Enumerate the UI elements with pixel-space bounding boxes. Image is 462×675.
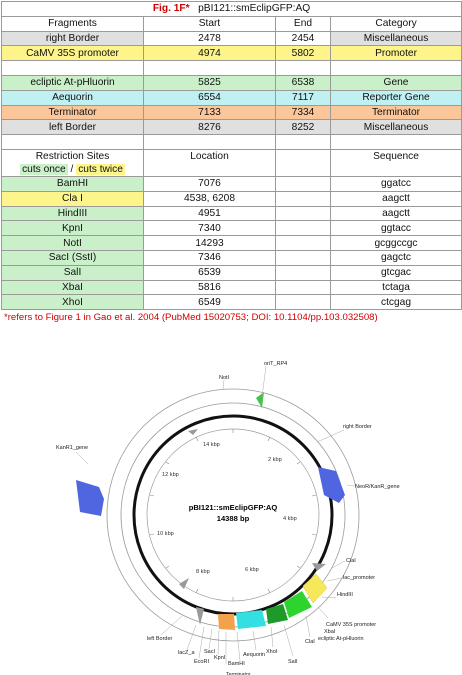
table-row bbox=[2, 221, 462, 236]
site-name: BamHI bbox=[2, 176, 144, 191]
table-row bbox=[2, 280, 462, 295]
fragment-end: 8252 bbox=[276, 120, 331, 135]
figure-label: Fig. 1F* bbox=[152, 3, 190, 15]
table-row bbox=[2, 236, 462, 251]
site-location: 7340 bbox=[144, 221, 276, 236]
table-row bbox=[2, 31, 462, 46]
data-sheet bbox=[1, 1, 461, 323]
site-location: 5816 bbox=[144, 280, 276, 295]
fragment-start: 8276 bbox=[144, 120, 276, 135]
site-name: HindIII bbox=[2, 206, 144, 221]
col-location-header: Location bbox=[144, 149, 276, 176]
map-name: pBI121::smEclipGFP:AQ bbox=[188, 503, 278, 512]
site-location: 7346 bbox=[144, 250, 276, 265]
table-row bbox=[2, 120, 462, 135]
fragment-start: 5825 bbox=[144, 75, 276, 90]
label-xhoi: XhoI bbox=[266, 649, 278, 655]
restriction-sites-header bbox=[2, 149, 144, 176]
spacer-row bbox=[2, 135, 462, 150]
label-terminator: Terminator bbox=[226, 672, 251, 675]
site-location: 6539 bbox=[144, 265, 276, 280]
legend-cuts-twice: cuts twice bbox=[78, 163, 123, 175]
fragment-category: Promoter bbox=[331, 46, 462, 61]
restriction-sites-title: Restriction Sites bbox=[35, 150, 110, 162]
table-row bbox=[2, 191, 462, 206]
fragments-table bbox=[1, 1, 462, 310]
site-location: 4951 bbox=[144, 206, 276, 221]
legend-slash: / bbox=[70, 163, 74, 175]
fragment-category: Terminator bbox=[331, 105, 462, 120]
legend-cuts-once: cuts once bbox=[22, 163, 66, 175]
table-row bbox=[2, 265, 462, 280]
map-size: 14388 bp bbox=[216, 514, 250, 523]
table-row bbox=[2, 46, 462, 61]
site-sequence: aagctt bbox=[331, 206, 462, 221]
site-name: SacI (SstI) bbox=[2, 250, 144, 265]
tick-label: 4 kbp bbox=[283, 516, 297, 522]
neo-feature bbox=[318, 467, 345, 503]
left-border-marker bbox=[196, 607, 204, 625]
label-clai-top: ClaI bbox=[346, 558, 356, 564]
table-title bbox=[2, 2, 462, 17]
fragment-category: Reporter Gene bbox=[331, 90, 462, 105]
fragment-name: ecliptic At-pHluorin bbox=[2, 75, 144, 90]
label-lacz: lacZ_a bbox=[178, 650, 195, 656]
fragment-start: 2478 bbox=[144, 31, 276, 46]
fragment-category: Gene bbox=[331, 75, 462, 90]
label-right-border: right Border bbox=[343, 424, 372, 430]
label-orit: oriT_RP4 bbox=[264, 361, 288, 367]
label-eclip: ecliptic At-pHluorin bbox=[318, 636, 364, 642]
site-name: KpnI bbox=[2, 221, 144, 236]
label-lac-promoter: lac_promoter bbox=[343, 575, 376, 581]
col-end-header: End bbox=[276, 16, 331, 31]
label-bamhi: BamHI bbox=[228, 661, 245, 667]
label-sali: SalI bbox=[288, 659, 298, 665]
kanr-feature bbox=[76, 480, 104, 516]
label-aequorin: Aequorin bbox=[243, 652, 266, 658]
fragment-start: 7133 bbox=[144, 105, 276, 120]
site-location: 14293 bbox=[144, 236, 276, 251]
fragment-name: left Border bbox=[2, 120, 144, 135]
fragment-end: 6538 bbox=[276, 75, 331, 90]
tick-label: 14 kbp bbox=[203, 442, 220, 448]
fragment-name: CaMV 35S promoter bbox=[2, 46, 144, 61]
site-sequence: aagctt bbox=[331, 191, 462, 206]
label-noti: NotI bbox=[219, 375, 230, 381]
site-location: 7076 bbox=[144, 176, 276, 191]
terminator-feature bbox=[218, 614, 235, 630]
label-left-border: left Border bbox=[147, 636, 173, 642]
fragment-name: Aequorin bbox=[2, 90, 144, 105]
site-sequence: gcggccgc bbox=[331, 236, 462, 251]
site-sequence: ctcgag bbox=[331, 295, 462, 310]
eclip-feature bbox=[284, 591, 312, 618]
site-sequence: ggatcc bbox=[331, 176, 462, 191]
col-sequence-header: Sequence bbox=[331, 149, 462, 176]
fragment-name: Terminator bbox=[2, 105, 144, 120]
label-clai-bottom: ClaI bbox=[305, 639, 315, 645]
noti-marker bbox=[188, 429, 198, 435]
label-neo: NeoR/KanR_gene bbox=[355, 484, 400, 490]
table-row bbox=[2, 295, 462, 310]
restriction-header-row bbox=[2, 149, 462, 176]
label-kpni: KpnI bbox=[214, 655, 226, 661]
table-row bbox=[2, 206, 462, 221]
site-sequence: gtcgac bbox=[331, 265, 462, 280]
leader-lines bbox=[76, 366, 354, 664]
site-name: NotI bbox=[2, 236, 144, 251]
fragment-end: 2454 bbox=[276, 31, 331, 46]
lacz-marker bbox=[179, 578, 189, 589]
label-ecori: EcoRI bbox=[194, 659, 209, 665]
tick-label: 12 kbp bbox=[162, 472, 179, 478]
fragment-name: right Border bbox=[2, 31, 144, 46]
col-start-header: Start bbox=[144, 16, 276, 31]
reference-note: *refers to Figure 1 in Gao et al. 2004 (PubMed 15020753; DOI: 10.1104/pp.103.032508) bbox=[4, 312, 378, 324]
table-row bbox=[2, 105, 462, 120]
cuts-legend bbox=[4, 163, 141, 176]
fragment-category: Miscellaneous bbox=[331, 120, 462, 135]
tick-label: 10 kbp bbox=[157, 531, 174, 537]
site-name: XbaI bbox=[2, 280, 144, 295]
col-category-header: Category bbox=[331, 16, 462, 31]
tick-label: 8 kbp bbox=[196, 569, 210, 575]
label-hindiii: HindIII bbox=[337, 592, 353, 598]
table-row bbox=[2, 176, 462, 191]
site-sequence: ggtacc bbox=[331, 221, 462, 236]
label-xbai: XbaI bbox=[324, 629, 336, 635]
col-fragments-header: Fragments bbox=[2, 16, 144, 31]
label-saci: SacI bbox=[204, 649, 216, 655]
table-row bbox=[2, 75, 462, 90]
tick-label: 2 kbp bbox=[268, 457, 282, 463]
site-location: 4538, 6208 bbox=[144, 191, 276, 206]
plasmid-map bbox=[0, 345, 462, 675]
site-name: Cla I bbox=[2, 191, 144, 206]
site-name: SalI bbox=[2, 265, 144, 280]
table-row bbox=[2, 90, 462, 105]
label-kanr: KanR1_gene bbox=[56, 445, 89, 451]
fragment-end: 7334 bbox=[276, 105, 331, 120]
header-row bbox=[2, 16, 462, 31]
spacer-row bbox=[2, 61, 462, 76]
label-camv: CaMV 35S promoter bbox=[326, 622, 377, 628]
fragment-category: Miscellaneous bbox=[331, 31, 462, 46]
site-sequence: tctaga bbox=[331, 280, 462, 295]
fragment-start: 6554 bbox=[144, 90, 276, 105]
plasmid-name: pBI121::smEclipGFP:AQ bbox=[198, 3, 311, 15]
table-row bbox=[2, 250, 462, 265]
fragment-end: 5802 bbox=[276, 46, 331, 61]
aequorin-feature bbox=[236, 610, 266, 629]
title-row bbox=[2, 2, 462, 17]
fragment-end: 7117 bbox=[276, 90, 331, 105]
site-sequence: gagctc bbox=[331, 250, 462, 265]
tick-label: 6 kbp bbox=[245, 567, 259, 573]
site-name: XhoI bbox=[2, 295, 144, 310]
fragment-start: 4974 bbox=[144, 46, 276, 61]
site-location: 6549 bbox=[144, 295, 276, 310]
